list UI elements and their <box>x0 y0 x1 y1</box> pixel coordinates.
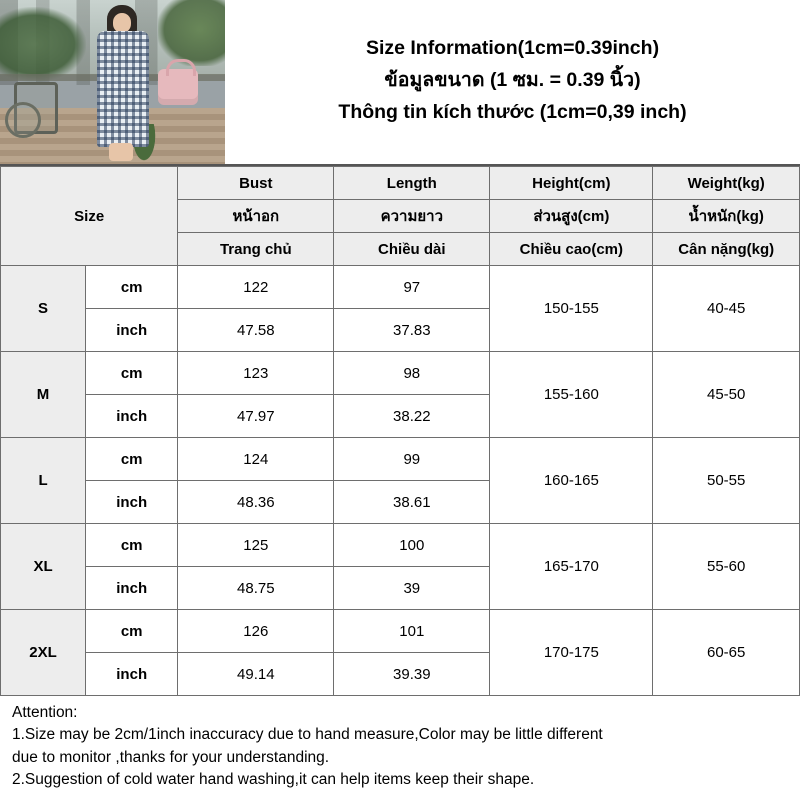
size-table <box>0 166 800 696</box>
xl-length-inch: 39 <box>334 567 490 610</box>
attention-line-1b: due to monitor ,thanks for your understanding. <box>12 748 330 766</box>
s-bust-cm: 122 <box>178 266 334 309</box>
l-bust-cm: 124 <box>178 438 334 481</box>
table-row <box>1 524 800 567</box>
header-length-vi: Chiều dài <box>334 233 490 266</box>
2xl-length-cm: 101 <box>334 610 490 653</box>
m-length-cm: 98 <box>334 352 490 395</box>
row-size-2xl: 2XL <box>1 610 86 696</box>
unit-cm: cm <box>86 610 178 653</box>
m-weight: 45-50 <box>653 352 800 438</box>
table-row <box>1 438 800 481</box>
table-header-row-en <box>1 167 800 200</box>
row-size-s: S <box>1 266 86 352</box>
photo-model <box>95 3 151 160</box>
l-height: 160-165 <box>490 438 653 524</box>
header-section <box>0 0 800 166</box>
photo-model-face <box>113 13 131 33</box>
title-line-th: ข้อมูลขนาด (1 ซม. = 0.39 นิ้ว) <box>384 68 641 91</box>
s-height: 150-155 <box>490 266 653 352</box>
attention-heading: Attention: <box>12 704 78 721</box>
table-row <box>1 352 800 395</box>
xl-length-cm: 100 <box>334 524 490 567</box>
2xl-weight: 60-65 <box>653 610 800 696</box>
photo-foliage-right <box>158 0 226 66</box>
product-photo <box>0 0 225 164</box>
unit-inch: inch <box>86 395 178 438</box>
s-bust-inch: 47.58 <box>178 309 334 352</box>
s-length-cm: 97 <box>334 266 490 309</box>
photo-handbag <box>158 69 198 105</box>
unit-cm: cm <box>86 438 178 481</box>
header-height-en: Height(cm) <box>490 167 653 200</box>
attention-line-2: 2.Suggestion of cold water hand washing,it can help items keep their shape. <box>12 771 535 789</box>
header-weight-vi: Cân nặng(kg) <box>653 233 800 266</box>
header-bust-th: หน้าอก <box>178 200 334 233</box>
header-weight-th: น้ำหนัก(kg) <box>653 200 800 233</box>
l-weight: 50-55 <box>653 438 800 524</box>
header-height-th: ส่วนสูง(cm) <box>490 200 653 233</box>
title-line-en: Size Information(1cm=0.39inch) <box>365 36 660 59</box>
unit-inch: inch <box>86 481 178 524</box>
xl-bust-cm: 125 <box>178 524 334 567</box>
s-weight: 40-45 <box>653 266 800 352</box>
header-length-en: Length <box>334 167 490 200</box>
s-length-inch: 37.83 <box>334 309 490 352</box>
m-height: 155-160 <box>490 352 653 438</box>
2xl-bust-inch: 49.14 <box>178 653 334 696</box>
m-bust-inch: 47.97 <box>178 395 334 438</box>
l-length-cm: 99 <box>334 438 490 481</box>
l-length-inch: 38.61 <box>334 481 490 524</box>
table-row <box>1 610 800 653</box>
unit-cm: cm <box>86 266 178 309</box>
title-line-vi: Thông tin kích thước (1cm=0,39 inch) <box>338 101 687 124</box>
attention-note <box>0 696 800 800</box>
attention-line-1a: 1.Size may be 2cm/1inch inaccuracy due to hand measure,Color may be little different <box>12 726 603 744</box>
m-length-inch: 38.22 <box>334 395 490 438</box>
xl-weight: 55-60 <box>653 524 800 610</box>
photo-foliage-left <box>0 7 86 82</box>
unit-inch: inch <box>86 309 178 352</box>
row-size-m: M <box>1 352 86 438</box>
title-block <box>225 0 800 164</box>
photo-model-checked-dress <box>97 31 149 147</box>
header-bust-vi: Trang chủ <box>178 233 334 266</box>
row-size-l: L <box>1 438 86 524</box>
header-size-label: Size <box>1 167 178 266</box>
2xl-length-inch: 39.39 <box>334 653 490 696</box>
xl-height: 165-170 <box>490 524 653 610</box>
table-row <box>1 266 800 309</box>
photo-model-legs <box>109 143 133 161</box>
unit-inch: inch <box>86 653 178 696</box>
header-height-vi: Chiều cao(cm) <box>490 233 653 266</box>
row-size-xl: XL <box>1 524 86 610</box>
header-length-th: ความยาว <box>334 200 490 233</box>
l-bust-inch: 48.36 <box>178 481 334 524</box>
unit-cm: cm <box>86 352 178 395</box>
2xl-height: 170-175 <box>490 610 653 696</box>
header-weight-en: Weight(kg) <box>653 167 800 200</box>
header-bust-en: Bust <box>178 167 334 200</box>
m-bust-cm: 123 <box>178 352 334 395</box>
xl-bust-inch: 48.75 <box>178 567 334 610</box>
unit-cm: cm <box>86 524 178 567</box>
2xl-bust-cm: 126 <box>178 610 334 653</box>
unit-inch: inch <box>86 567 178 610</box>
photo-table <box>5 102 41 138</box>
